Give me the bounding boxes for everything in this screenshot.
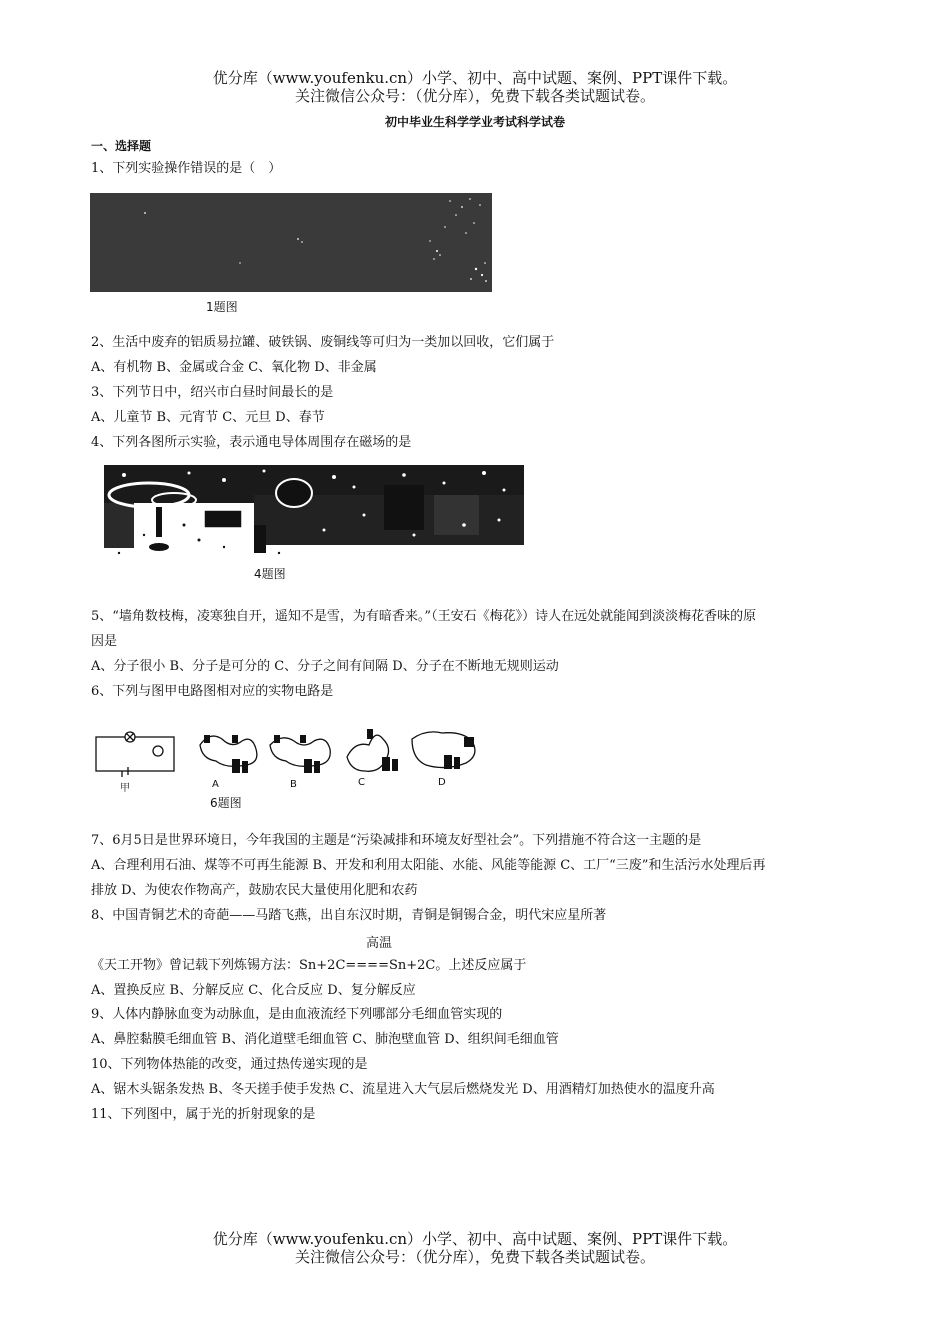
footer-line-2: 关注微信公众号：（优分库），免费下载各类试题试卷。 <box>294 1248 655 1266</box>
figure-6-label-c: C <box>358 777 365 788</box>
figure-6-label-jia: 甲 <box>120 783 130 794</box>
question-10-options: A、锯木头锯条发热 B、冬天搓手使手发热 C、流星进入大气层后燃烧发光 D、用酒精灯加热使水的温度升高 <box>91 1082 715 1097</box>
section-heading: 一、选择题 <box>91 139 152 153</box>
figure-6-label-a: A <box>212 779 219 790</box>
question-7-options-line-1: A、合理利用石油、煤等不可再生能源 B、开发和利用太阳能、水能、风能等能源 C、工厂“三废”和生活污水处理后再 <box>91 858 766 873</box>
question-3: 3、下列节日中，绍兴市白昼时间最长的是 <box>91 385 334 400</box>
question-5-line-1: 5、“墙角数枝梅，凌寒独自开，遥知不是雪，为有暗香来。”（王安石《梅花》）诗人在远处就能闻到淡淡梅花香味的原 <box>91 609 757 624</box>
reaction-condition: 高温 <box>366 936 393 951</box>
question-9: 9、人体内静脉血变为动脉血，是由血液流经下列哪部分毛细血管实现的 <box>91 1007 503 1022</box>
question-1: 1、下列实验操作错误的是（ ） <box>91 161 282 176</box>
question-5-line-2: 因是 <box>91 634 118 649</box>
figure-4-caption: 4题图 <box>254 567 286 581</box>
question-11: 11、下列图中，属于光的折射现象的是 <box>91 1107 316 1122</box>
page-title: 初中毕业生科学学业考试科学试卷 <box>384 115 565 129</box>
question-3-options: A、儿童节 B、元宵节 C、元旦 D、春节 <box>91 410 325 425</box>
question-2-options: A、有机物 B、金属或合金 C、氧化物 D、非金属 <box>91 360 377 375</box>
figure-4-image <box>104 465 524 560</box>
question-7-options-line-2: 排放 D、为使农作物高产，鼓励农民大量使用化肥和农药 <box>91 883 418 898</box>
question-8: 8、中国青铜艺术的奇葩——马踏飞燕，出自东汉时期，青铜是铜锡合金，明代宋应星所著 <box>91 908 607 923</box>
question-10: 10、下列物体热能的改变，通过热传递实现的是 <box>91 1057 368 1072</box>
question-8-line-2: 《天工开物》曾记载下列炼锡方法：Sn+2C====Sn+2C。上述反应属于 <box>91 958 527 973</box>
figure-6-circuits <box>92 715 492 795</box>
question-5-options: A、分子很小 B、分子是可分的 C、分子之间有间隔 D、分子在不断地无规则运动 <box>91 659 559 674</box>
question-4: 4、下列各图所示实验，表示通电导体周围存在磁场的是 <box>91 435 412 450</box>
header-line-2: 关注微信公众号：（优分库），免费下载各类试题试卷。 <box>294 87 655 105</box>
question-9-options: A、鼻腔黏膜毛细血管 B、消化道壁毛细血管 C、肺泡壁血管 D、组织间毛细血管 <box>91 1032 559 1047</box>
question-8-options: A、置换反应 B、分解反应 C、化合反应 D、复分解反应 <box>91 983 416 998</box>
figure-6-label-b: B <box>290 779 297 790</box>
question-7: 7、6月5日是世界环境日，今年我国的主题是“污染减排和环境友好型社会”。下列措施不符合这一主题的是 <box>91 833 702 848</box>
figure-6-label-d: D <box>438 777 446 788</box>
figure-1-image <box>90 193 492 292</box>
header-line-1: 优分库（www.youfenku.cn）小学、初中、高中试题、案例、PPT课件下载。 <box>212 69 738 87</box>
figure-6-caption: 6题图 <box>210 796 242 810</box>
footer-line-1: 优分库（www.youfenku.cn）小学、初中、高中试题、案例、PPT课件下载。 <box>212 1230 738 1248</box>
figure-1-caption: 1题图 <box>206 300 238 314</box>
question-2: 2、生活中废弃的铝质易拉罐、破铁锅、废铜线等可归为一类加以回收，它们属于 <box>91 335 555 350</box>
question-6: 6、下列与图甲电路图相对应的实物电路是 <box>91 684 334 699</box>
